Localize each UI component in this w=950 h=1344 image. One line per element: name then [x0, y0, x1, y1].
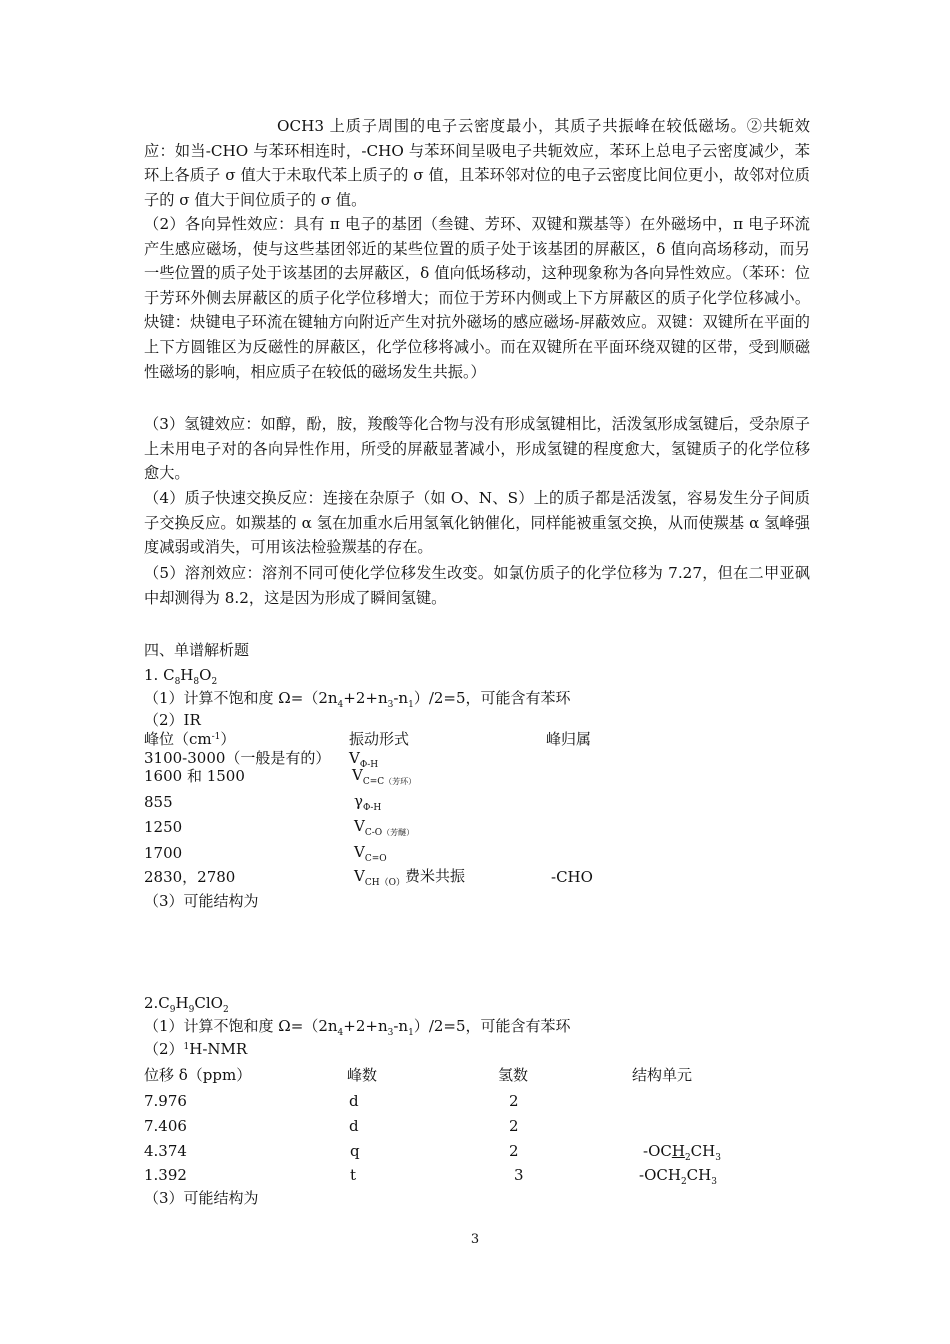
nmr-row-unit: $-OCH_2CH_3$: [639, 1166, 717, 1187]
nmr-row-hcount: 3: [514, 1166, 524, 1184]
ir-row-assignment: -CHO: [551, 868, 593, 886]
paragraph-hydrogen-bond: （3）氢键效应：如醇，酚，胺，羧酸等化合物与没有形成氢键相比，活泼氢形成氢键后，受杂原子上未用电子对的各向异性作用，所受的屏蔽显著减小，形成氢键的程度愈大，氢键质子的化学位移愈大。: [144, 415, 810, 483]
nmr-row-shift: 1.392: [144, 1166, 187, 1184]
nmr-row-peaks: q: [350, 1142, 360, 1160]
nmr-row-hcount: 2: [509, 1117, 519, 1135]
page-number: 3: [470, 1232, 480, 1247]
ir-header-peak: 峰位$(cm^{-1})$: [144, 730, 236, 748]
ir-header-vibration: 振动形式: [349, 730, 410, 748]
nmr-header-unit: 结构单元: [632, 1066, 693, 1084]
paragraph-solvent-effect: （5）溶剂效应：溶剂不同可使化学位移发生改变。如氯仿质子的化学位移为 7.27，但在二甲亚砜中却测得为 8.2，这是因为形成了瞬间氢键。: [144, 564, 810, 607]
nmr-row-peaks: d: [349, 1117, 359, 1135]
nmr-row-peaks: t: [350, 1166, 357, 1184]
ir-row-peak: 3100-3000（一般是有的）: [144, 749, 331, 767]
section-title: 四、单谱解析题: [144, 641, 250, 659]
nmr-row-hcount: 2: [509, 1092, 519, 1110]
problem2-step1: （1）计算不饱和度 $\Omega=(2n_4+2+n_3-n_1)/2=5$，可能含有苯环: [144, 1017, 571, 1038]
ir-row-vibration: $V_{\Phi-H}$: [349, 749, 379, 770]
ir-row-vibration: $V_{C=O}$: [354, 843, 387, 864]
ir-row-peak: 1250: [144, 818, 183, 836]
ir-header-assignment: 峰归属: [546, 730, 592, 748]
paragraph-proton-exchange: （4）质子快速交换反应：连接在杂原子（如 O、N、S）上的质子都是活泼氢，容易发生分子间质子交换反应。如羰基的 α 氢在加重水后用氢氧化钠催化，同样能被重氢交换，从而使羰基 α 氢峰强度减弱或消失，可用该法检验羰基的存在。: [144, 489, 810, 557]
problem1-step3: （3）可能结构为: [144, 892, 259, 910]
problem2-step2: $(2)^1H$-NMR: [144, 1040, 248, 1058]
nmr-header-shift: 位移 δ（ppm）: [144, 1066, 252, 1084]
ir-row-peak: 1700: [144, 844, 183, 862]
paragraph-anisotropy: （2）各向异性效应：具有 π 电子的基团（叁键、芳环、双键和羰基等）在外磁场中，π 电子环流产生感应磁场，使与这些基团邻近的某些位置的质子处于该基团的屏蔽区，δ 值向高场移动，而另一些位置的质子处于该基团的去屏蔽区，δ 值向低场移动，这种现象称为各向异性效应。（苯环：位于芳环外侧去屏蔽区的质子化学位移增大；而位于芳环内侧或上下方屏蔽区的质子化学位移减小。炔键：炔键电子环流在键轴方向附近产生对抗外磁场的感应磁场-屏蔽效应。双键：双键所在平面的上下方圆锥区为反磁性的屏蔽区，化学位移将减小。而在双键所在平面环绕双键的区带，受到顺磁性磁场的影响，相应质子在较低的磁场发生共振。）: [144, 215, 810, 381]
nmr-header-peaks: 峰数: [347, 1066, 378, 1084]
problem1-step2: （2）IR: [144, 711, 201, 729]
nmr-row-shift: 4.374: [144, 1142, 187, 1160]
ir-row-peak: 1600 和 1500: [144, 767, 245, 785]
paragraph-conjugation: OCH3 上质子周围的电子云密度最小，其质子共振峰在较低磁场。②共轭效应：如当-CHO 与苯环相连时，-CHO 与苯环间呈吸电子共轭效应，苯环上总电子云密度减少，苯环上各质子 σ 值大于未取代苯上质子的 σ 值，且苯环邻对位的电子云密度比间位更小，故邻对位质子的 σ 值大于间位质子的 σ 值。: [144, 117, 810, 209]
ir-row-vibration: $\gamma_{\Phi-H}$: [354, 792, 382, 813]
ir-row-peak: 2830，2780: [144, 868, 236, 886]
nmr-header-hcount: 氢数: [498, 1066, 529, 1084]
nmr-row-shift: 7.976: [144, 1092, 187, 1110]
nmr-row-hcount: 2: [509, 1142, 519, 1160]
ir-row-vibration: $V_{CH(O)}$费米共振: [354, 867, 465, 888]
nmr-row-unit: $-OCH_2CH_3$: [643, 1142, 721, 1163]
nmr-row-shift: 7.406: [144, 1117, 187, 1135]
ir-row-vibration: $V_{C-O(芳醚)}$: [354, 817, 415, 838]
problem2-step3: （3）可能结构为: [144, 1189, 259, 1207]
nmr-row-peaks: d: [349, 1092, 359, 1110]
problem1-step1: （1）计算不饱和度 $\Omega=(2n_4+2+n_3-n_1)/2=5$，可能含有苯环: [144, 689, 571, 710]
problem1-formula: 1. $C_8H_8O_2$: [144, 666, 218, 687]
ir-row-peak: 855: [144, 793, 173, 811]
ir-row-vibration: $V_{C=C(芳环)}$: [352, 766, 417, 787]
problem2-formula: $2.C_9H_9ClO_2$: [144, 994, 229, 1015]
